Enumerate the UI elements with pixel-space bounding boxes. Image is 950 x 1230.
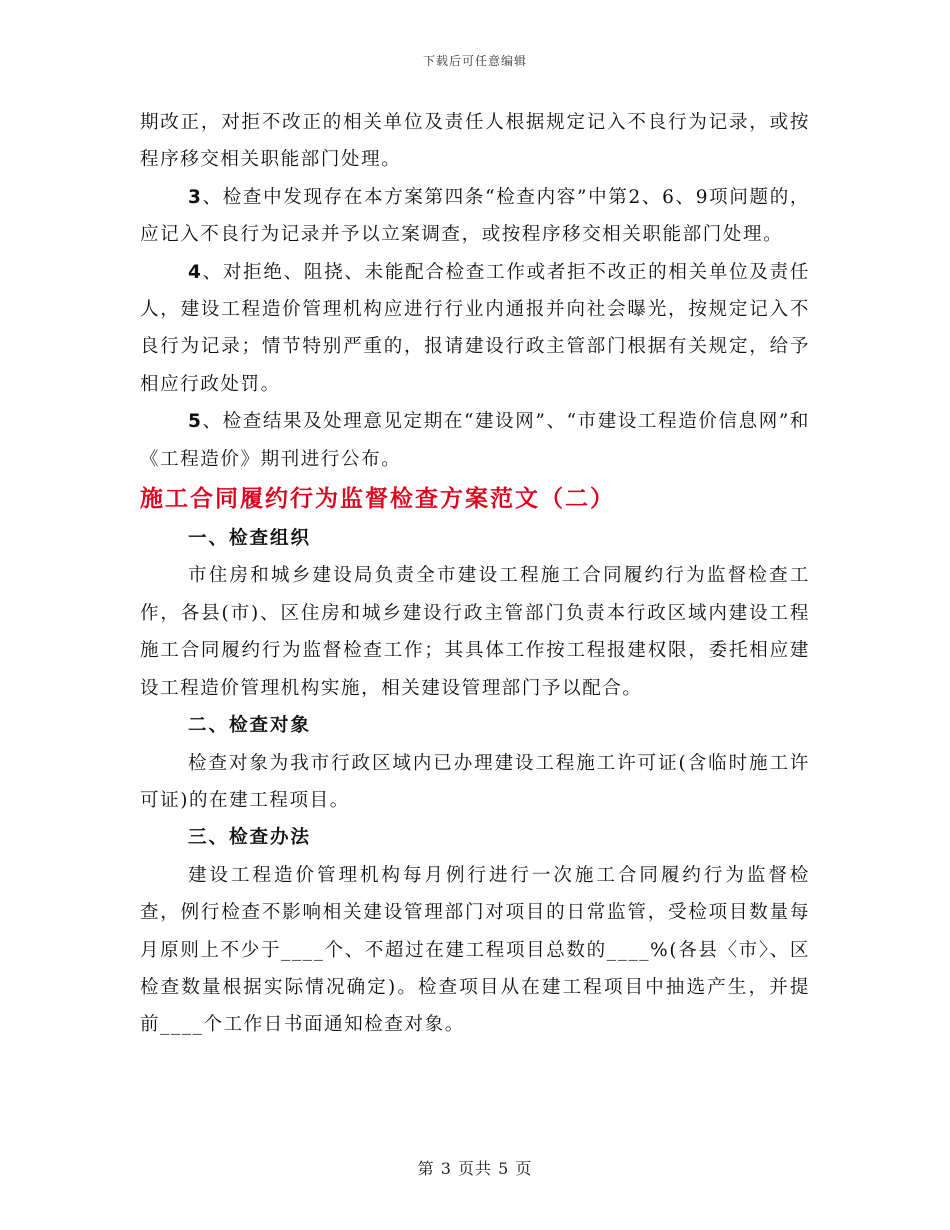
paragraph-continued: 期改正，对拒不改正的相关单位及责任人根据规定记入不良行为记录，或按程序移交相关职能部门处理。 [140, 112, 810, 171]
page-footer: 第 3 页共 5 页 [417, 1159, 533, 1178]
document-body [140, 104, 810, 1044]
paragraph-text: 、对拒绝、阻挠、未能配合检查工作或者拒不改正的相关单位及责任人，建设工程造价管理机构应进行行业内通报并向社会曝光，按规定记入不良行为记录；情节特别严重的，报请建设行政主管部门根据有关规定，给予相应行政处罚。 [140, 261, 810, 395]
section-heading-method: 三、检查办法 [188, 827, 312, 849]
paragraph-organization: 市住房和城乡建设局负责全市建设工程施工合同履约行为监督检查工作，各县(市)、区住房和城乡建设行政主管部门负责本行政区域内建设工程施工合同履约行为监督检查工作；其具体工作按工程报建权限，委托相应建设工程造价管理机构实施，相关建设管理部门予以配合。 [140, 565, 810, 699]
paragraph-method: 建设工程造价管理机构每月例行进行一次施工合同履约行为监督检查，例行检查不影响相关建设管理部门对项目的日常监管，受检项目数量每月原则上不少于____个、不超过在建工程项目总数的____%(各县〈市〉、区检查数量根据实际情况确定)。检查项目从在建工程项目中抽选产生，并提前____个工作日书面通知检查对象。 [140, 864, 810, 1036]
section-heading-target: 二、检查对象 [188, 715, 312, 737]
paragraph-item-4 [140, 254, 810, 404]
paragraph-text: 、检查中发现存在本方案第四条“检查内容”中第2、6、9项问题的，应记入不良行为记录并予以立案调查，或按程序移交相关职能部门处理。 [140, 186, 810, 246]
paragraph-item-5 [140, 403, 810, 478]
item-number: 4 [188, 261, 203, 283]
item-number: 5 [188, 411, 203, 433]
paragraph-text: 、检查结果及处理意见定期在“建设网”、“市建设工程造价信息网”和《工程造价》期刊进行公布。 [140, 411, 810, 470]
item-number: 3 [188, 186, 203, 208]
paragraph-item-3 [140, 179, 810, 254]
page-header: 下载后可任意编辑 [422, 54, 527, 68]
document-title: 施工合同履约行为监督检查方案范文（二） [140, 485, 615, 513]
paragraph-target: 检查对象为我市行政区域内已办理建设工程施工许可证(含临时施工许可证)的在建工程项目。 [140, 752, 810, 811]
section-heading-organization: 一、检查组织 [188, 528, 312, 550]
